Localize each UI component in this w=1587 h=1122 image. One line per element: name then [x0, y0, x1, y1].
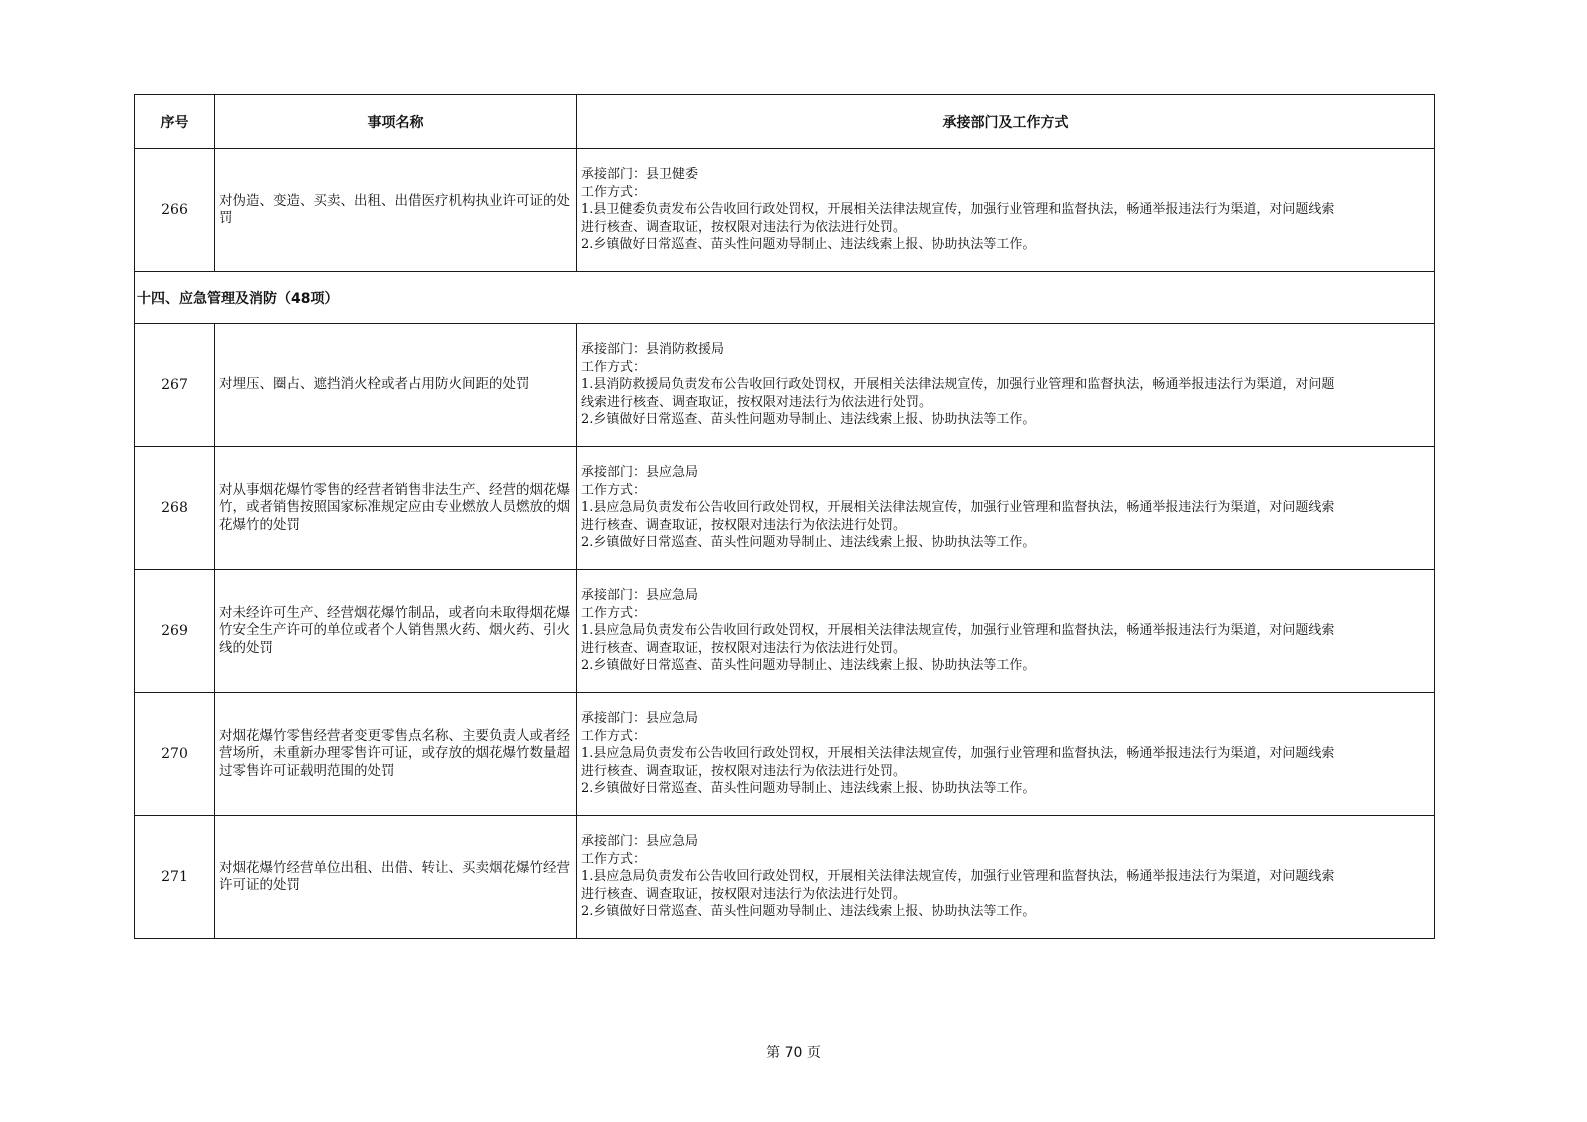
table-row — [135, 816, 1435, 939]
dept-method-line: 2.乡镇做好日常巡查、苗头性问题劝导制止、违法线索上报、协助执法等工作。 — [581, 781, 1036, 797]
header-seq: 序号 — [135, 95, 215, 149]
section-row — [135, 272, 1435, 324]
dept-method-line: 承接部门：县消防救援局 — [581, 342, 725, 358]
header-dept-method: 承接部门及工作方式 — [577, 95, 1435, 149]
item-table — [134, 94, 1435, 939]
dept-method-line: 1.县卫健委负责发布公告收回行政处罚权，开展相关法律法规宣传，加强行业管理和监督执法，畅通举报违法行为渠道，对问题线索 — [581, 202, 1335, 218]
row-item-name: 对烟花爆竹经营单位出租、出借、转让、买卖烟花爆竹经营许可证的处罚 — [215, 816, 577, 939]
row-item-name: 对烟花爆竹零售经营者变更零售点名称、主要负责人或者经营场所，未重新办理零售许可证，或存放的烟花爆竹数量超过零售许可证载明范围的处罚 — [215, 693, 577, 816]
dept-method-line: 1.县消防救援局负责发布公告收回行政处罚权，开展相关法律法规宣传，加强行业管理和监督执法，畅通举报违法行为渠道，对问题 — [581, 377, 1335, 393]
dept-method-line: 承接部门：县卫健委 — [581, 167, 699, 183]
dept-method-line: 线索进行核查、调查取证，按权限对违法行为依法进行处罚。 — [581, 394, 933, 410]
dept-method-line: 承接部门：县应急局 — [581, 465, 699, 481]
dept-method-line: 进行核查、调查取证，按权限对违法行为依法进行处罚。 — [581, 640, 907, 656]
section-title: 十四、应急管理及消防（48项） — [135, 272, 1435, 324]
row-item-name: 对未经许可生产、经营烟花爆竹制品，或者向未取得烟花爆竹安全生产许可的单位或者个人销售黑火药、烟火药、引火线的处罚 — [215, 570, 577, 693]
dept-method-line: 承接部门：县应急局 — [581, 588, 699, 604]
dept-method-line: 工作方式： — [581, 482, 647, 498]
row-dept-method — [577, 324, 1435, 447]
dept-method-line: 工作方式： — [581, 728, 647, 744]
dept-method-line: 进行核查、调查取证，按权限对违法行为依法进行处罚。 — [581, 219, 907, 235]
page-number: 第 70 页 — [766, 1045, 821, 1061]
dept-method-line: 承接部门：县应急局 — [581, 711, 699, 727]
dept-method-line: 1.县应急局负责发布公告收回行政处罚权，开展相关法律法规宣传，加强行业管理和监督执法，畅通举报违法行为渠道，对问题线索 — [581, 746, 1335, 762]
dept-method-line: 2.乡镇做好日常巡查、苗头性问题劝导制止、违法线索上报、协助执法等工作。 — [581, 658, 1036, 674]
table-row — [135, 324, 1435, 447]
table-row — [135, 693, 1435, 816]
row-seq-number: 270 — [135, 693, 215, 816]
row-dept-method — [577, 816, 1435, 939]
dept-method-line: 工作方式： — [581, 605, 647, 621]
dept-method-line: 工作方式： — [581, 851, 647, 867]
dept-method-line: 2.乡镇做好日常巡查、苗头性问题劝导制止、违法线索上报、协助执法等工作。 — [581, 535, 1036, 551]
table-header-row — [135, 95, 1435, 149]
row-seq-number: 267 — [135, 324, 215, 447]
table-row — [135, 447, 1435, 570]
table-body — [135, 149, 1435, 939]
header-item-name: 事项名称 — [215, 95, 577, 149]
dept-method-line: 承接部门：县应急局 — [581, 834, 699, 850]
dept-method-line: 进行核查、调查取证，按权限对违法行为依法进行处罚。 — [581, 886, 907, 902]
row-seq-number: 271 — [135, 816, 215, 939]
row-dept-method — [577, 693, 1435, 816]
dept-method-line: 1.县应急局负责发布公告收回行政处罚权，开展相关法律法规宣传，加强行业管理和监督执法，畅通举报违法行为渠道，对问题线索 — [581, 623, 1335, 639]
dept-method-line: 2.乡镇做好日常巡查、苗头性问题劝导制止、违法线索上报、协助执法等工作。 — [581, 904, 1036, 920]
row-dept-method — [577, 447, 1435, 570]
dept-method-line: 2.乡镇做好日常巡查、苗头性问题劝导制止、违法线索上报、协助执法等工作。 — [581, 412, 1036, 428]
dept-method-line: 工作方式： — [581, 359, 647, 375]
dept-method-line: 工作方式： — [581, 184, 647, 200]
row-seq-number: 269 — [135, 570, 215, 693]
row-item-name: 对伪造、变造、买卖、出租、出借医疗机构执业许可证的处罚 — [215, 149, 577, 272]
dept-method-line: 进行核查、调查取证，按权限对违法行为依法进行处罚。 — [581, 517, 907, 533]
table-row — [135, 149, 1435, 272]
dept-method-line: 2.乡镇做好日常巡查、苗头性问题劝导制止、违法线索上报、协助执法等工作。 — [581, 237, 1036, 253]
dept-method-line: 进行核查、调查取证，按权限对违法行为依法进行处罚。 — [581, 763, 907, 779]
row-dept-method — [577, 570, 1435, 693]
dept-method-line: 1.县应急局负责发布公告收回行政处罚权，开展相关法律法规宣传，加强行业管理和监督执法，畅通举报违法行为渠道，对问题线索 — [581, 869, 1335, 885]
row-item-name: 对从事烟花爆竹零售的经营者销售非法生产、经营的烟花爆竹，或者销售按照国家标准规定应由专业燃放人员燃放的烟花爆竹的处罚 — [215, 447, 577, 570]
row-seq-number: 268 — [135, 447, 215, 570]
dept-method-line: 1.县应急局负责发布公告收回行政处罚权，开展相关法律法规宣传，加强行业管理和监督执法，畅通举报违法行为渠道，对问题线索 — [581, 500, 1335, 516]
row-dept-method — [577, 149, 1435, 272]
table-row — [135, 570, 1435, 693]
row-seq-number: 266 — [135, 149, 215, 272]
row-item-name: 对埋压、圈占、遮挡消火栓或者占用防火间距的处罚 — [215, 324, 577, 447]
